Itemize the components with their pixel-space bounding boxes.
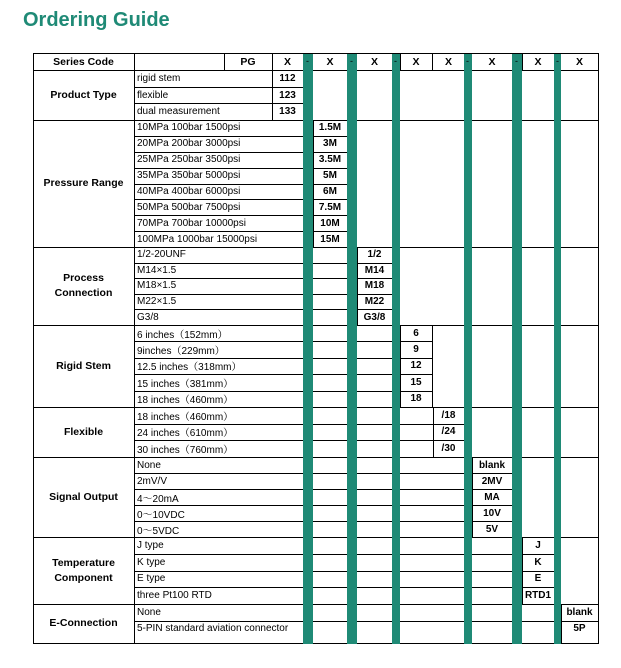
option-code: 9 [413,344,419,356]
row-divider [134,168,347,169]
row-divider [134,374,432,375]
option-code: /30 [441,443,456,455]
code-column-line [472,457,473,537]
option-label: 4～20mA [137,493,179,505]
option-label: 2mV/V [137,475,168,487]
code-column-line [433,407,434,457]
series-code-pg: PG [240,55,256,68]
option-code: 1.5M [318,122,342,134]
option-label: G3/8 [137,311,159,323]
column-separator-bar [303,54,313,644]
option-label: 25MPa 250bar 3500psi [137,154,241,166]
row-divider [134,473,512,474]
header-code-x: X [444,55,452,68]
option-code: 123 [279,89,296,101]
row-divider [134,152,347,153]
row-divider [134,215,347,216]
option-code: 12 [410,360,422,372]
option-code: E [534,573,542,585]
option-label: 40MPa 400bar 6000psi [137,185,241,197]
column-separator-bar [392,54,400,644]
page-title: Ordering Guide [23,9,170,31]
option-code: 133 [279,106,296,118]
header-column-line [272,53,273,70]
option-code: 2MV [481,475,503,487]
option-label: dual measurement [137,106,220,118]
option-label: 0～5VDC [137,525,180,537]
row-divider [134,571,554,572]
option-code: M22 [364,296,385,308]
option-label: 24 inches（610mm） [137,428,234,440]
option-label: 18 inches（460mm） [137,395,234,407]
header-column-line [432,53,433,70]
row-divider [134,521,512,522]
option-code: /18 [441,409,456,421]
row-divider [134,424,464,425]
option-code: G3/8 [363,311,386,323]
row-divider [134,621,598,622]
code-column-line [432,325,433,407]
option-label: flexible [137,89,169,101]
option-code: 3.5M [318,154,342,166]
header-code-x: X [283,55,291,68]
option-label: 15 inches（381mm） [137,378,234,390]
header-column-line [224,53,225,70]
row-divider [134,341,432,342]
option-code: 6 [413,327,419,339]
column-separator-bar [464,54,472,644]
column-separator-bar [512,54,522,644]
section-e-connection-label: E-Connection [49,617,118,629]
header-column-line [400,53,401,70]
header-dash: - [556,56,559,66]
header-code-x: X [412,55,420,68]
option-code: MA [484,491,500,503]
option-code: blank [478,459,506,471]
option-label: M14×1.5 [137,264,177,276]
option-label: None [137,606,161,618]
option-label: three Pt100 RTD [137,590,212,602]
option-code: 5V [485,523,499,535]
section-flexible-label: Flexible [63,425,104,438]
row-divider [134,554,554,555]
option-label: K type [137,556,166,568]
header-code-x: X [326,55,334,68]
row-divider [134,391,432,392]
option-code: K [534,556,542,568]
option-label: M18×1.5 [137,280,177,292]
header-code-x: X [575,55,583,68]
option-label: 1/2-20UNF [137,249,186,261]
section-pressure-range-label: Pressure Range [43,177,124,189]
option-code: 112 [279,72,296,84]
option-code: 18 [410,393,422,405]
row-divider [134,184,347,185]
code-column-line [272,70,273,120]
table-border [598,53,599,644]
option-code: 10M [320,217,340,229]
option-label: 70MPa 700bar 10000psi [137,217,246,229]
section-signal-output-label: Signal Output [49,490,118,503]
option-label: M22×1.5 [137,296,177,308]
option-label: 12.5 inches（318mm） [137,362,242,374]
option-code: M14 [364,264,385,276]
row-divider [134,231,347,232]
option-code: 3M [323,138,337,150]
option-label: J type [137,539,164,551]
option-code: J [535,539,541,551]
option-code: 1/2 [367,249,382,261]
option-code: /24 [441,426,456,438]
row-divider [134,505,512,506]
series-code-label: Series Code [53,55,114,68]
option-code: RTD1 [524,590,552,602]
option-label: 6 inches（152mm） [137,329,228,341]
code-column-line [522,537,523,604]
option-code: blank [566,606,593,618]
code-column-line [561,604,562,643]
option-label: 9inches（229mm） [137,346,225,358]
option-code: 15M [320,233,340,245]
option-label: 10MPa 100bar 1500psi [137,122,241,134]
row-divider [134,136,347,137]
row-divider [134,103,303,104]
header-dash: - [394,56,397,66]
header-column-line [522,53,523,70]
option-code: 7.5M [318,201,342,213]
row-divider [134,587,554,588]
column-separator-bar [347,54,357,644]
option-label: 0～10VDC [137,509,185,521]
row-divider [134,87,303,88]
option-code: 10V [483,507,501,519]
code-column-line [400,325,401,407]
column-separator-bar [554,54,561,644]
header-code-x: X [370,55,378,68]
row-divider [134,489,512,490]
option-code: 5P [573,623,586,635]
code-column-line [598,604,599,643]
option-label: rigid stem [137,72,181,84]
option-label: 5-PIN standard aviation connector [137,623,289,635]
section-rigid-stem-label: Rigid Stem [56,359,111,372]
option-code: 15 [410,376,422,388]
option-label: None [137,459,161,471]
option-label: 35MPa 350bar 5000psi [137,170,241,182]
header-dash: - [515,56,518,66]
header-dash: - [306,56,309,66]
option-code: M18 [364,280,385,292]
header-code-x: X [534,55,542,68]
section-product-type-label: Product Type [50,88,117,101]
option-label: 30 inches（760mm） [137,445,234,457]
option-code: 6M [323,185,337,197]
option-label: 50MPa 500bar 7500psi [137,201,241,213]
row-divider [134,199,347,200]
header-dash: - [350,56,353,66]
option-label: E type [137,573,166,585]
option-label: 18 inches（460mm） [137,411,234,423]
code-column-line [313,120,314,247]
section-process-connection-label: Process Connection [54,272,113,299]
option-label: 20MPa 200bar 3000psi [137,138,241,150]
header-dash: - [466,56,469,66]
row-divider [134,358,432,359]
section-temperature-component-label: Temperature Component [52,556,115,584]
option-code: 5M [323,170,337,182]
code-column-line [357,247,358,325]
row-divider [134,440,464,441]
option-label: 100MPa 1000bar 15000psi [137,233,258,245]
header-code-x: X [488,55,496,68]
